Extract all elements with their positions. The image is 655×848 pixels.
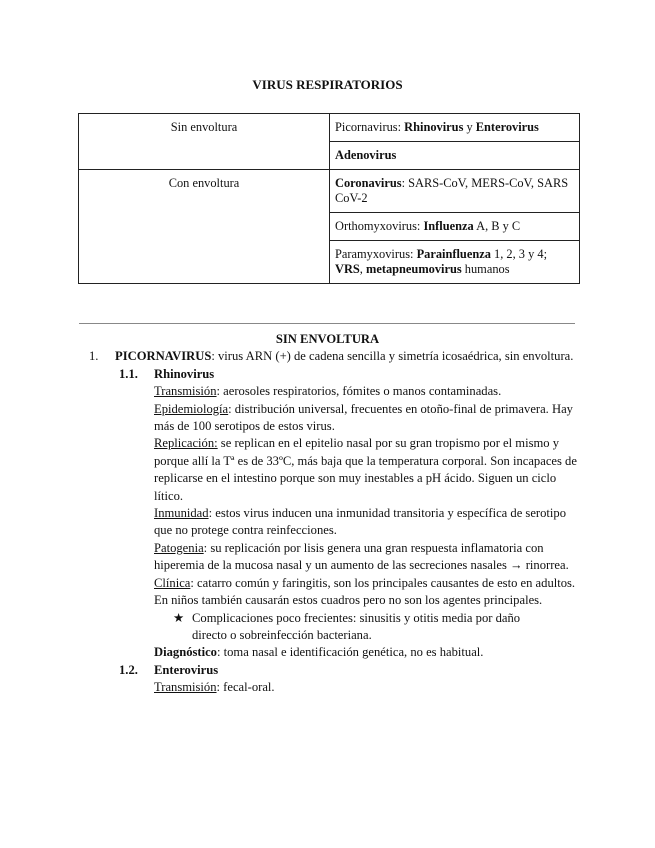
bullet-text: Complicaciones poco frecientes: sinusitis y otitis media por daño directo o sobreinfección bacteriana. [192,610,521,642]
virus-cell [330,170,580,213]
field-text: : distribución universal, frecuentes en otoño-final de primavera. Hay más de 100 serotipos de estos virus. [154,401,573,434]
paragraph [0,679,655,696]
virus-name: Coronavirus [335,176,402,190]
virus-detail: humanos [461,262,510,276]
virus-detail: A, B y C [473,219,521,233]
field-label: Clínica [154,575,191,590]
item-heading: PICORNAVIRUS [115,349,212,364]
virus-name: metapneumovirus [366,262,462,276]
virus-detail: 1, 2, 3 y 4; [490,247,548,261]
star-bullet-icon: ★ [173,610,185,625]
field-text: : aerosoles respiratorios, fómites o manos contaminadas. [216,384,502,399]
virus-name: Adenovirus [335,148,397,162]
item-description: : virus ARN (+) de cadena sencilla y simetría icosaédrica, sin envoltura. [211,349,574,364]
virus-cell [330,142,580,170]
paragraph [0,540,655,575]
virus-name: Influenza [423,219,474,233]
table-row [79,241,580,284]
category-cell [79,114,330,142]
list-number: 1. [89,349,99,364]
subheading [0,662,655,679]
paragraph [0,401,655,436]
list-item [0,348,655,365]
category-label: Sin envoltura [170,120,238,134]
subheading [0,366,655,383]
virus-detail: , [359,262,366,276]
virus-cell [330,241,580,284]
family-text: Paramyxovirus: [335,247,417,261]
horizontal-divider [79,323,575,324]
field-label: Transmisión [154,680,217,695]
subheading-title: Rhinovirus [154,366,215,381]
field-text: : catarro común y faringitis, son los principales causantes de esto en adultos. En niños también causarán estos cuadros pero no son los agentes principales. [154,575,576,608]
list-number: 1.1. [119,366,138,381]
paragraph [0,644,655,661]
field-text: : su replicación por lisis genera una gran respuesta inflamatoria con hiperemia de la mucosa nasal y un aumento de las secreciones nasales → rinorrea. [154,540,569,573]
field-label: Diagnóstico [154,645,217,660]
category-label: Con envoltura [168,176,240,190]
virus-cell [330,114,580,142]
paragraph [0,435,655,505]
virus-detail: : SARS-CoV, MERS-CoV, SARS CoV-2 [335,176,569,205]
field-text: : fecal-oral. [216,680,275,695]
family-text: Picornavirus: [335,120,405,134]
field-label: Inmunidad [154,506,209,521]
field-text: : toma nasal e identificación genética, no es habitual. [216,645,484,660]
table-row [79,213,580,241]
field-label: Patogenia [154,540,204,555]
family-text: Orthomyxovirus: [335,219,424,233]
paragraph [0,505,655,540]
field-text: se replican en el epitelio nasal por su gran tropismo por el mismo y porque allí la Tª es de 33ºC, más baja que la temperatura corporal. Son incapaces de replicarse en el intestino porque son muy inestables a pH ácido. Siguen un ciclo lítico. [154,436,577,503]
category-cell [79,241,330,284]
list-number: 1.2. [119,662,138,677]
field-text: : estos virus inducen una inmunidad transitoria y específica de serotipo que no protege contra reinfecciones. [154,506,567,538]
virus-name: VRS [335,262,360,276]
virus-cell [330,213,580,241]
subheading-title: Enterovirus [154,662,219,677]
table-row [79,170,580,213]
field-label: Epidemiología [154,401,229,416]
paragraph [0,383,655,400]
virus-name: Parainfluenza [416,247,491,261]
virus-classification-table [78,113,580,284]
category-cell [79,142,330,170]
section-heading: SIN ENVOLTURA [275,332,380,346]
category-cell [79,213,330,241]
connector-text: y [463,120,476,134]
virus-name: Enterovirus [475,120,539,134]
bullet-item [0,610,655,645]
table-row [79,142,580,170]
table-row [79,114,580,142]
document-title: VIRUS RESPIRATORIOS [252,77,403,92]
virus-name: Rhinovirus [404,120,464,134]
section-content [0,331,655,697]
field-label: Replicación: [154,436,218,451]
field-label: Transmisión [154,384,217,399]
paragraph [0,575,655,610]
category-cell [79,170,330,213]
